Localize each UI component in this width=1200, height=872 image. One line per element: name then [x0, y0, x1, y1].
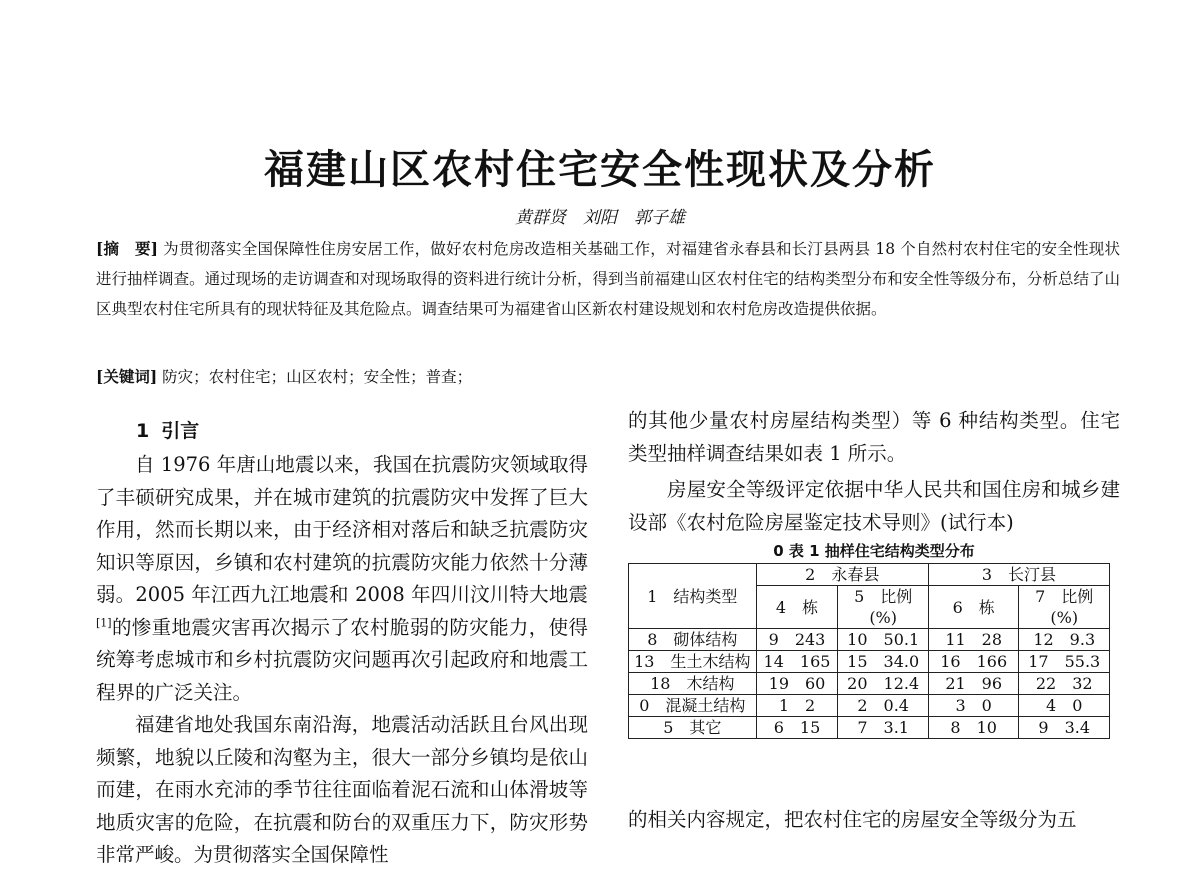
cell-type: 18 木结构: [629, 673, 757, 695]
citation-ref: [1]: [96, 616, 112, 629]
cell-ratio-1: 10 50.1: [838, 629, 929, 651]
left-column: [96, 415, 588, 872]
structure-type-table: [628, 563, 1110, 739]
cell-ratio-2: 4 0: [1019, 695, 1110, 717]
abstract: [96, 234, 1120, 324]
cell-count-1: 9 243: [756, 629, 838, 651]
right-column: [628, 405, 1120, 739]
abstract-text: 为贯彻落实全国保障性住房安居工作，做好农村危房改造相关基础工作，对福建省永春县和长汀县两县 18 个自然村农村住宅的安全性现状进行抽样调查。通过现场的走访调查和对现场取得的资料进行统计分析，得到当前福建山区农村住宅的结构类型分布和安全性等级分布，分析总结了山区典型农村住宅所具有的现状特征及其危险点。调查结果可为福建省山区新农村建设规划和农村危房改造提供依据。: [96, 240, 1120, 318]
cell-type: 0 混凝土结构: [629, 695, 757, 717]
section-heading: [136, 415, 588, 447]
table-row: [629, 673, 1110, 695]
cell-count-1: 14 165: [756, 651, 838, 673]
subheader-count-2: 6 栋: [928, 586, 1019, 629]
header-structure-type: 1 结构类型: [629, 564, 757, 629]
intro-paragraph-1-part-a: 自 1976 年唐山地震以来，我国在抗震防灾领域取得了丰硕研究成果，并在城市建筑的抗震防灾中发挥了巨大作用，然而长期以来，由于经济相对落后和缺乏抗震防灾知识等原因，乡镇和农村建筑的抗震防灾能力依然十分薄弱。2005 年江西九江地震和 2008 年四川汶川特大地震: [96, 453, 588, 606]
cell-count-1: 1 2: [756, 695, 838, 717]
cell-count-2: 8 10: [928, 717, 1019, 739]
cell-ratio-1: 15 34.0: [838, 651, 929, 673]
cell-count-2: 3 0: [928, 695, 1019, 717]
cell-ratio-1: 2 0.4: [838, 695, 929, 717]
cell-count-1: 19 60: [756, 673, 838, 695]
cell-ratio-2: 22 32: [1019, 673, 1110, 695]
cell-ratio-2: 12 9.3: [1019, 629, 1110, 651]
keywords: [96, 364, 1120, 390]
section-title: 引言: [161, 420, 200, 442]
subheader-ratio-1: 5 比例(%): [838, 586, 929, 629]
cell-count-2: 11 28: [928, 629, 1019, 651]
table-row: [629, 629, 1110, 651]
table-row: [629, 695, 1110, 717]
table-row: [629, 717, 1110, 739]
subheader-count-1: 4 栋: [756, 586, 838, 629]
section-number: 1: [136, 420, 150, 442]
table-header-row: [629, 564, 1110, 586]
intro-paragraph-2: 福建省地处我国东南沿海，地震活动活跃且台风出现频繁，地貌以丘陵和沟壑为主，很大一部分乡镇均是依山而建，在雨水充沛的季节往往面临着泥石流和山体滑坡等地质灾害的危险，在抗震和防台的双重压力下，防灾形势非常严峻。为贯彻落实全国保障性: [96, 713, 588, 866]
cell-ratio-2: 17 55.3: [1019, 651, 1110, 673]
cell-count-2: 16 166: [928, 651, 1019, 673]
header-changting: 3 长汀县: [928, 564, 1109, 586]
cell-ratio-1: 20 12.4: [838, 673, 929, 695]
table-caption: 0 表 1 抽样住宅结构类型分布: [773, 542, 975, 560]
subheader-ratio-2: 7 比例(%): [1019, 586, 1110, 629]
cell-type: 5 其它: [629, 717, 757, 739]
cell-count-2: 21 96: [928, 673, 1019, 695]
author-list: 黄群贤 刘阳 郭子雄: [515, 208, 685, 228]
right-paragraph-eval: 房屋安全等级评定依据中华人民共和国住房和城乡建设部《农村危险房屋鉴定技术导则》(试行本): [628, 478, 1120, 534]
keywords-text: 防灾；农村住宅；山区农村；安全性；普查；: [162, 368, 473, 386]
abstract-label: [摘 要]: [96, 239, 159, 258]
right-paragraph-top: 的其他少量农村房屋结构类型）等 6 种结构类型。住宅类型抽样调查结果如表 1 所示。: [628, 409, 1120, 465]
header-yongchun: 2 永春县: [756, 564, 928, 586]
paper-title: 福建山区农村住宅安全性现状及分析: [264, 147, 936, 193]
cell-count-1: 6 15: [756, 717, 838, 739]
cell-ratio-2: 9 3.4: [1019, 717, 1110, 739]
cell-type: 8 砌体结构: [629, 629, 757, 651]
table-row: [629, 651, 1110, 673]
cell-type: 13 生土木结构: [629, 651, 757, 673]
intro-paragraph-1-part-b: 的惨重地震灾害再次揭示了农村脆弱的防灾能力，使得统筹考虑城市和乡村抗震防灾问题再次引起政府和地震工程界的广泛关注。: [96, 615, 588, 704]
cell-ratio-1: 7 3.1: [838, 717, 929, 739]
intro-paragraph-1: [96, 449, 588, 709]
right-paragraph-bottom: 的相关内容规定，把农村住宅的房屋安全等级分为五: [628, 808, 1077, 831]
keywords-label: [关键词]: [96, 367, 158, 386]
